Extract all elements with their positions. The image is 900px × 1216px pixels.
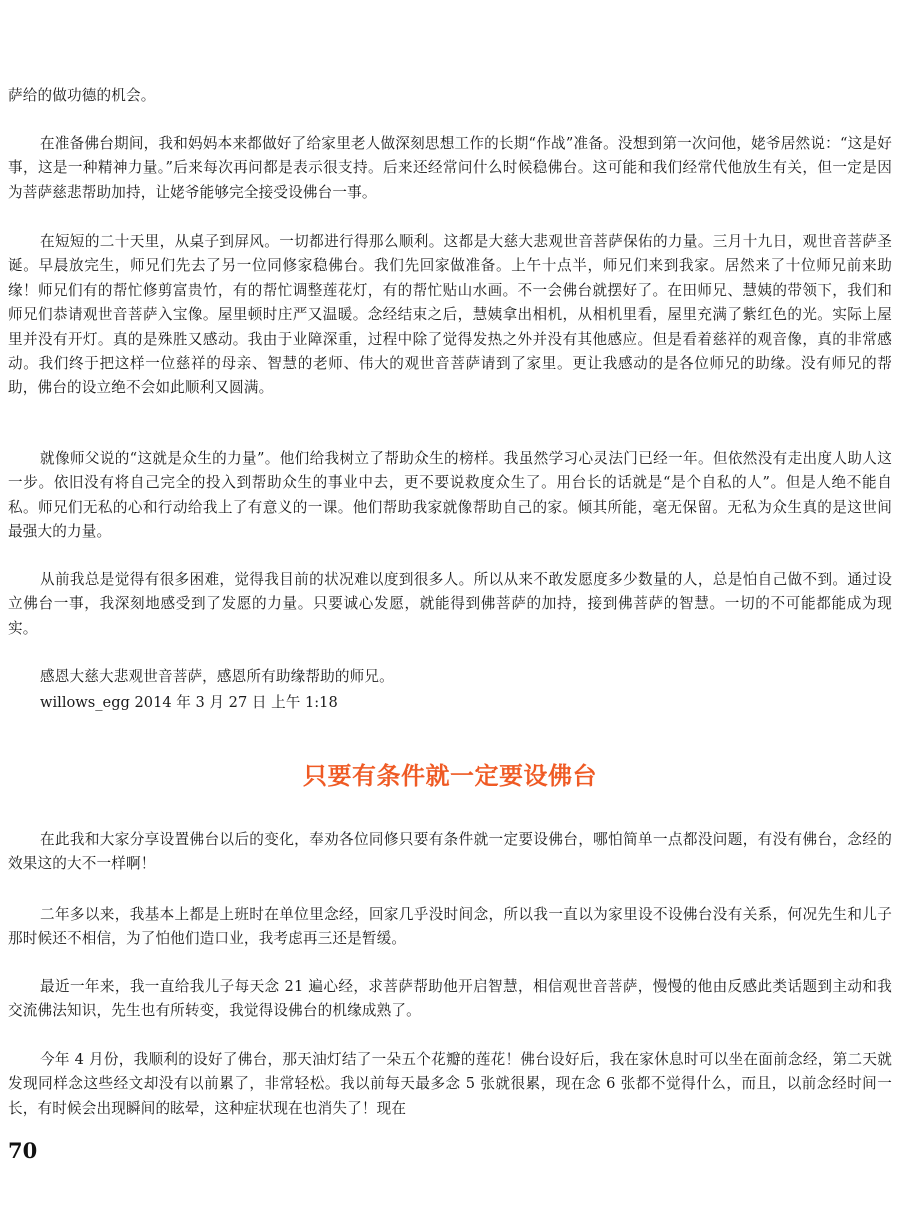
paragraph-gratitude: 感恩大慈大悲观世音菩萨，感恩所有助缘帮助的师兄。 <box>40 668 394 685</box>
paragraph-power-of-beings: 就像师父说的“这就是众生的力量”。他们给我树立了帮助众生的榜样。我虽然学习心灵法门已经一年。但依然没有走出度人助人这一步。依旧没有将自己完全的投入到帮助众生的事业中去，更不要说救度众生了。用台长的话就是“是个自私的人”。但是人绝不能自私。师兄们无私的心和行动给我上了有意义的一课。他们帮助我家就像帮助自己的家。倾其所能，毫无保留。无私为众生真的是这世间最强大的力量。 <box>8 450 892 541</box>
paragraph-last-year: 最近一年来，我一直给我儿子每天念 21 遍心经，求菩萨帮助他开启智慧，相信观世音菩萨，慢慢的他由反感此类话题到主动和我交流佛法知识，先生也有所转变，我觉得设佛台的机缘成熟了。 <box>8 978 892 1020</box>
paragraph-continued: 萨给的做功德的机会。 <box>8 87 156 104</box>
paragraph-preparation: 在准备佛台期间，我和妈妈本来都做好了给家里老人做深刻思想工作的长期“作战”准备。没想到第一次问他，姥爷居然说：“这是好事，这是一种精神力量。”后来每次再问都是表示很支持。后来还经常问什么时候稳佛台。这可能和我们经常代他放生有关，但一定是因为菩萨慈悲帮助加持，让姥爷能够完全接受设佛台一事。 <box>8 135 892 201</box>
paragraph-share: 在此我和大家分享设置佛台以后的变化，奉劝各位同修只要有条件就一定要设佛台，哪怕简单一点都没问题，有没有佛台，念经的效果这的大不一样啊！ <box>8 831 892 873</box>
paragraph-two-years: 二年多以来，我基本上都是上班时在单位里念经，回家几乎没时间念，所以我一直以为家里设不设佛台没有关系，何况先生和儿子那时候还不相信，为了怕他们造口业，我考虑再三还是暂缓。 <box>8 906 892 948</box>
page-number: 70 <box>8 1138 38 1163</box>
paragraph-vow: 从前我总是觉得有很多困难，觉得我目前的状况难以度到很多人。所以从来不敢发愿度多少数量的人，总是怕自己做不到。通过设立佛台一事，我深刻地感受到了发愿的力量。只要诚心发愿，就能得到佛菩萨的加持，接到佛菩萨的智慧。一切的不可能都能成为现实。 <box>8 571 892 637</box>
section-title: 只要有条件就一定要设佛台 <box>303 762 597 790</box>
paragraph-twenty-days: 在短短的二十天里，从桌子到屏风。一切都进行得那么顺利。这都是大慈大悲观世音菩萨保佑的力量。三月十九日，观世音菩萨圣诞。早晨放完生，师兄们先去了另一位同修家稳佛台。我们先回家做准备。上午十点半，师兄们来到我家。居然来了十位师兄前来助缘！师兄们有的帮忙修剪富贵竹，有的帮忙调整莲花灯，有的帮忙贴山水画。不一会佛台就摆好了。在田师兄、慧姨的带领下，我们和师兄们恭请观世音菩萨入宝像。屋里顿时庄严又温暖。念经结束之后，慧姨拿出相机，从相机里看，屋里充满了紫红色的光。实际上屋里并没有开灯。真的是殊胜又感动。我由于业障深重，过程中除了觉得发热之外并没有其他感应。但是看着慈祥的观音像，真的非常感动。我们终于把这样一位慈祥的母亲、智慧的老师、伟大的观世音菩萨请到了家里。更让我感动的是各位师兄的助缘。没有师兄的帮助，佛台的设立绝不会如此顺利又圆满。 <box>8 233 892 397</box>
paragraph-april: 今年 4 月份，我顺利的设好了佛台，那天油灯结了一朵五个花瓣的莲花！佛台设好后，我在家休息时可以坐在面前念经，第二天就发现同样念这些经文却没有以前累了，非常轻松。我以前每天最多念 5 张就很累，现在念 6 张都不觉得什么，而且，以前念经时间一长，有时候会出现瞬间的眩晕，这种症状现在也消失了！现在 <box>8 1051 892 1117</box>
author-signature: willows_egg 2014 年 3 月 27 日 上午 1:18 <box>40 694 338 711</box>
